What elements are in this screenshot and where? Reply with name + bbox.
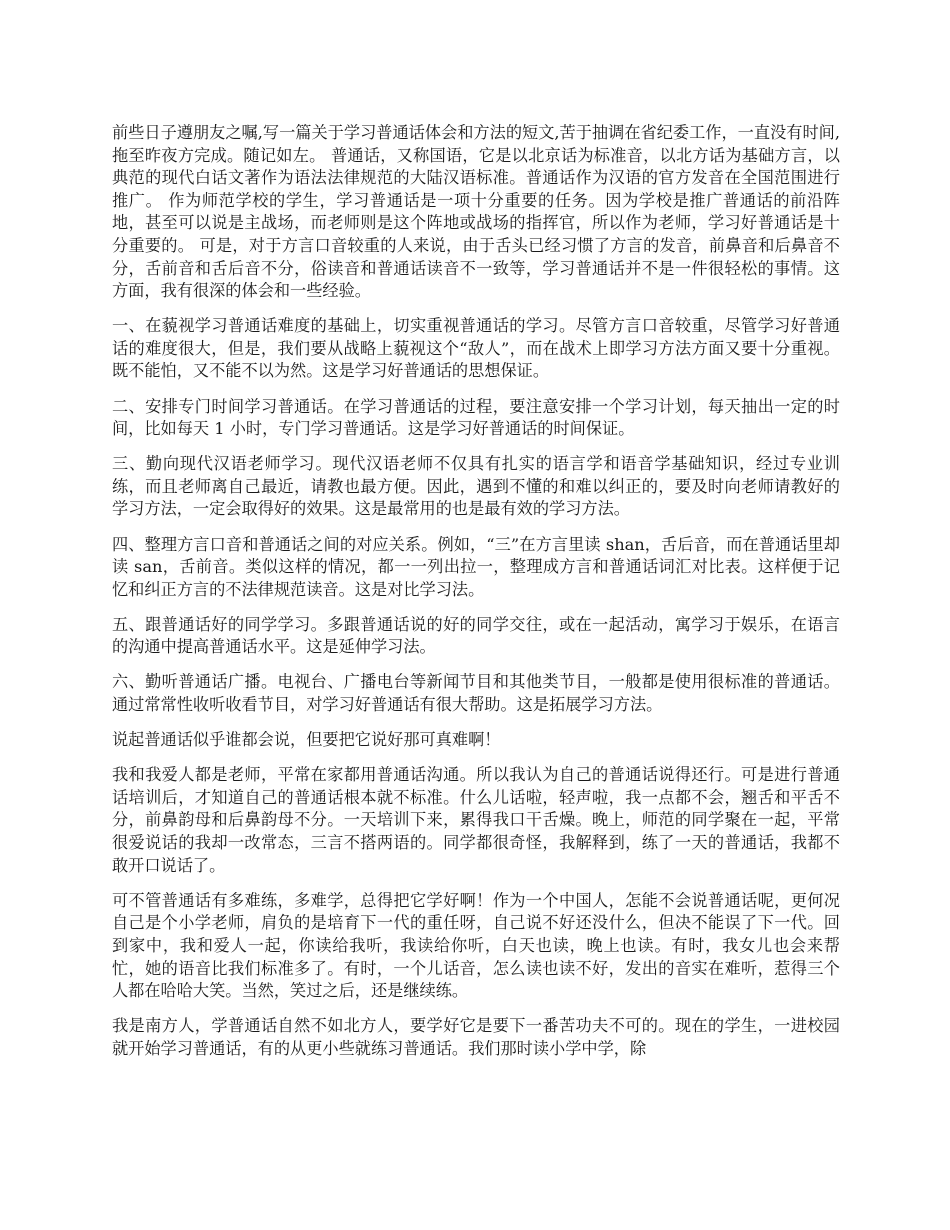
paragraph-experience-1: 我和我爱人都是老师，平常在家都用普通话沟通。所以我认为自己的普通话说得还行。可是进行普通话培训后，才知道自己的普通话根本就不标准。什么儿话啦，轻声啦，我一点都不会，翘舌和平舌不分，前鼻韵母和后鼻韵母不分。一天培训下来，累得我口干舌燥。晚上，师范的同学聚在一起，平常很爱说话的我却一改常态，三言不搭两语的。同学都很奇怪，我解释到，练了一天的普通话，我都不敢开口说话了。 [112, 765, 840, 875]
paragraph-statement: 说起普通话似乎谁都会说，但要把它说好那可真难啊！ [112, 730, 501, 750]
document-body [112, 122, 840, 1073]
paragraph-method-6: 六、勤听普通话广播。电视台、广播电台等新闻节目和其他类节目，一般都是使用很标准的普通话。通过常常性收听收看节目，对学习好普通话有很大帮助。这是拓展学习方法。 [112, 672, 840, 715]
paragraph-method-5: 五、跟普通话好的同学学习。多跟普通话说的好的同学交往，或在一起活动，寓学习于娱乐，在语言的沟通中提高普通话水平。这是延伸学习法。 [112, 614, 840, 657]
paragraph-intro: 前些日子遵朋友之嘱,写一篇关于学习普通话体会和方法的短文,苦于抽调在省纪委工作，一直没有时间,拖至昨夜方完成。随记如左。 普通话，又称国语，它是以北京话为标准音，以北方话为基础方言，以典范的现代白话文著作为语法法律规范的大陆汉语标准。普通话作为汉语的官方发音在全国范围进行推广。 作为师范学校的学生，学习普通话是一项十分重要的任务。因为学校是推广普通话的前沿阵地，甚至可以说是主战场，而老师则是这个阵地或战场的指挥官，所以作为老师，学习好普通话是十分重要的。 可是，对于方言口音较重的人来说，由于舌头已经习惯了方言的发音，前鼻音和后鼻音不分，舌前音和舌后音不分，俗读音和普通话读音不一致等，学习普通话并不是一件很轻松的事情。这方面，我有很深的体会和一些经验。 [112, 123, 840, 301]
paragraph-method-1: 一、在藐视学习普通话难度的基础上，切实重视普通话的学习。尽管方言口音较重，尽管学习好普通话的难度很大，但是，我们要从战略上藐视这个“敌人”，而在战术上即学习方法方面又要十分重视。既不能怕，又不能不以为然。这是学习好普通话的思想保证。 [112, 316, 840, 381]
paragraph-method-4: 四、整理方言口音和普通话之间的对应关系。例如，“三”在方言里读 shan，舌后音，而在普通话里却读 san，舌前音。类似这样的情况，都一一列出拉一，整理成方言和普通话词汇对比表。这样便于记忆和纠正方言的不法律规范读音。这是对比学习法。 [112, 534, 840, 599]
paragraph-experience-2: 可不管普通话有多难练，多难学，总得把它学好啊！作为一个中国人，怎能不会说普通话呢，更何况自己是个小学老师，肩负的是培育下一代的重任呀，自己说不好还没什么，但决不能误了下一代。回到家中，我和爱人一起，你读给我听，我读给你听，白天也读，晚上也读。有时，我女儿也会来帮忙，她的语音比我们标准多了。有时，一个儿话音，怎么读也读不好，发出的音实在难听，惹得三个人都在哈哈大笑。当然，笑过之后，还是继续练。 [112, 890, 840, 1001]
paragraph-experience-3: 我是南方人，学普通话自然不如北方人，要学好它是要下一番苦功夫不可的。现在的学生，一进校园就开始学习普通话，有的从更小些就练习普通话。我们那时读小学中学，除 [112, 1016, 840, 1058]
paragraph-method-2: 二、安排专门时间学习普通话。在学习普通话的过程，要注意安排一个学习计划，每天抽出一定的时间，比如每天 1 小时，专门学习普通话。这是学习好普通话的时间保证。 [112, 396, 840, 439]
paragraph-method-3: 三、勤向现代汉语老师学习。现代汉语老师不仅具有扎实的语言学和语音学基础知识，经过专业训练，而且老师离自己最近，请教也最方便。因此，遇到不懂的和难以纠正的，要及时向老师请教好的学习方法，一定会取得好的效果。这是最常用的也是最有效的学习方法。 [112, 454, 840, 519]
